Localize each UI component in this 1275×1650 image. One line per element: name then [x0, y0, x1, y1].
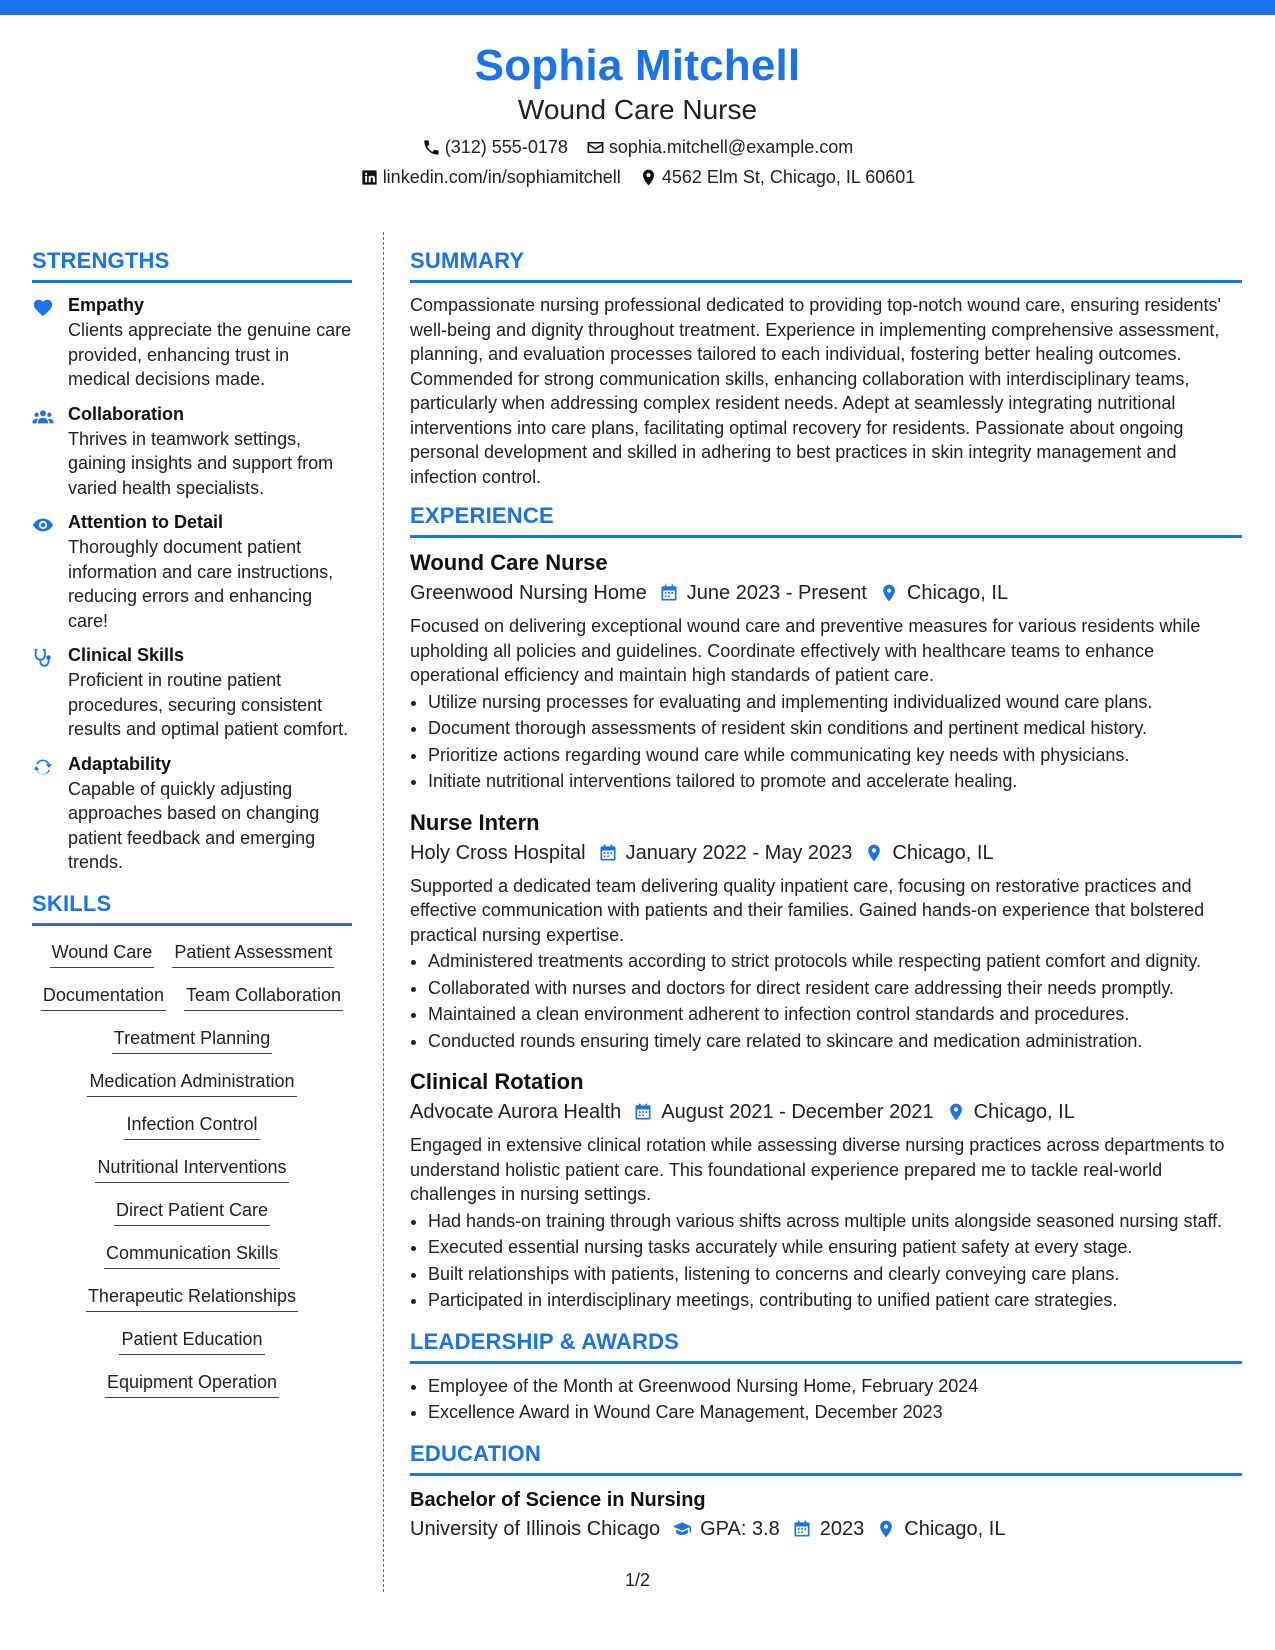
job-location: Chicago, IL [973, 1101, 1075, 1123]
job-bullet: • Initiate nutritional interventions tailored to promote and accelerate healing. [428, 769, 1242, 794]
award-item: • Employee of the Month at Greenwood Nursing Home, February 2024 [428, 1374, 1242, 1399]
job-dates: June 2023 - Present [686, 582, 867, 604]
job-bullet: • Document thorough assessments of resident skin conditions and pertinent medical history. [428, 716, 1242, 741]
column-divider [383, 232, 384, 1592]
job-entry [410, 808, 1242, 1054]
skills-heading: SKILLS [32, 889, 352, 926]
job-dates: January 2022 - May 2023 [625, 841, 853, 864]
job-bullet: • Administered treatments according to strict protocols while respecting patient comfort and dignity. [428, 949, 1242, 974]
job-location: Chicago, IL [892, 841, 994, 864]
job-description: Supported a dedicated team delivering quality inpatient care, focusing on restorative practices and effective communication with patients and their families. Gained hands-on experience that bolstered practical nursing expertise. [410, 875, 1205, 945]
job-meta [410, 838, 1242, 868]
linkedin-contact[interactable] [360, 162, 621, 192]
map-pin-icon [639, 168, 658, 187]
map-pin-icon [879, 583, 899, 603]
phone-text: (312) 555-0178 [444, 137, 568, 157]
job-bullet: • Prioritize actions regarding wound care while communicating key needs with physicians. [428, 743, 1242, 768]
address-contact [639, 162, 916, 192]
skill-tag: Patient Education [119, 1327, 264, 1355]
strength-title: Attention to Detail [68, 512, 223, 532]
education-meta [410, 1514, 1242, 1544]
education-year: 2023 [819, 1517, 865, 1540]
job-description: Focused on delivering exceptional wound care and preventive measures for various residents while upholding all policies and guidelines. Coordinate effectively with healthcare teams to enhance operational efficiency and maintain high standards of patient care. [410, 616, 1201, 685]
job-bullets [410, 949, 1242, 1053]
skill-tag: Treatment Planning [112, 1026, 272, 1054]
linkedin-text[interactable]: linkedin.com/in/sophiamitchell [382, 167, 621, 187]
job-meta [410, 1097, 1242, 1127]
skill-tag: Medication Administration [87, 1069, 296, 1097]
skill-tag: Wound Care [50, 940, 155, 968]
job-bullet: • Maintained a clean environment adherent to infection control standards and procedures. [428, 1002, 1242, 1027]
job-entry [410, 1067, 1242, 1313]
strength-item [32, 643, 352, 742]
awards-list [410, 1374, 1242, 1425]
map-pin-icon [864, 843, 884, 863]
summary-heading: SUMMARY [410, 246, 1242, 283]
calendar-icon [659, 583, 679, 603]
strength-desc: Clients appreciate the genuine care provided, enhancing trust in medical decisions made. [68, 320, 352, 389]
experience-heading: EXPERIENCE [410, 501, 1242, 538]
graduation-cap-icon [672, 1519, 692, 1539]
skill-tag: Direct Patient Care [114, 1198, 270, 1226]
skill-tag: Nutritional Interventions [95, 1155, 288, 1183]
job-bullet: • Executed essential nursing tasks accurately while ensuring patient safety at every stage. [428, 1235, 1242, 1260]
strength-desc: Thoroughly document patient information and care instructions, reducing errors and enhancing care! [68, 537, 334, 631]
phone-contact [422, 132, 568, 162]
awards-heading: LEADERSHIP & AWARDS [410, 1327, 1242, 1364]
strength-desc: Capable of quickly adjusting approaches based on changing patient feedback and emerging trends. [68, 778, 320, 872]
strength-desc: Thrives in teamwork settings, gaining insights and support from varied health specialists. [68, 428, 334, 498]
summary-text: Compassionate nursing professional dedicated to providing top-notch wound care, ensuring residents' well-being and dignity throughout treatment. Experience in implementing comprehensive assessment, planning, and evaluation processes tailored to each individual, fostering better healing outcomes. Commended for strong communication skills, enhancing collaboration with interdisciplinary teams, particularly when addressing complex resident needs. Adept at seamlessly integrating nutritional interventions into care plans, facilitating optimal recovery for residents. Passionate about ongoing personal development and skilled in adhering to best practices in skin integrity management and infection control. [410, 295, 1221, 487]
candidate-title: Wound Care Nurse [517, 94, 758, 125]
strength-title: Adaptability [68, 753, 172, 774]
page-number: 1/2 [624, 1570, 651, 1590]
map-pin-icon [946, 1102, 966, 1122]
map-pin-icon [876, 1519, 896, 1539]
contact-row-2 [0, 162, 1275, 192]
skill-tag: Team Collaboration [184, 983, 343, 1011]
skill-tag: Infection Control [124, 1112, 259, 1140]
email-text[interactable]: sophia.mitchell@example.com [608, 137, 854, 157]
users-icon [32, 406, 54, 428]
skill-tag: Communication Skills [104, 1241, 280, 1269]
job-entry [410, 548, 1242, 794]
eye-icon [32, 514, 54, 536]
job-org: Greenwood Nursing Home [410, 582, 647, 604]
stethoscope-icon [32, 647, 54, 669]
award-item: • Excellence Award in Wound Care Management, December 2023 [428, 1400, 1242, 1425]
strength-item [32, 510, 352, 633]
job-bullet: • Collaborated with nurses and doctors for direct resident care addressing their needs promptly. [428, 976, 1242, 1001]
job-bullets [410, 1209, 1242, 1313]
job-role: Nurse Intern [410, 809, 540, 835]
job-bullet: • Conducted rounds ensuring timely care related to skincare and medication administration. [428, 1029, 1242, 1054]
strength-title: Clinical Skills [68, 645, 185, 665]
skill-tag: Documentation [41, 983, 166, 1011]
calendar-icon [633, 1102, 653, 1122]
address-text: 4562 Elm St, Chicago, IL 60601 [661, 167, 916, 187]
right-column [410, 246, 1242, 1550]
job-bullet: • Participated in interdisciplinary meetings, contributing to unified patient care strategies. [428, 1288, 1242, 1313]
job-org: Holy Cross Hospital [410, 841, 586, 864]
skill-tag: Patient Assessment [172, 940, 334, 968]
heart-icon [32, 297, 54, 319]
job-org: Advocate Aurora Health [410, 1101, 622, 1123]
skill-tag: Equipment Operation [105, 1370, 279, 1398]
skills-list [32, 940, 352, 1398]
skill-tag: Therapeutic Relationships [86, 1284, 298, 1312]
calendar-icon [598, 843, 618, 863]
phone-icon [422, 138, 441, 157]
education-school: University of Illinois Chicago [410, 1517, 661, 1540]
job-bullet: • Utilize nursing processes for evaluating and implementing individualized wound care plans. [428, 690, 1242, 715]
candidate-name: Sophia Mitchell [474, 41, 801, 90]
job-dates: August 2021 - December 2021 [661, 1101, 934, 1123]
education-degree: Bachelor of Science in Nursing [410, 1488, 706, 1511]
linkedin-icon [360, 168, 379, 187]
education-gpa: GPA: 3.8 [700, 1517, 780, 1540]
job-description: Engaged in extensive clinical rotation while assessing diverse nursing practices across departments to understand holistic patient care. This foundational experience prepared me to tackle real-world challenges in nursing settings. [410, 1135, 1225, 1204]
job-bullets [410, 690, 1242, 794]
email-contact[interactable] [586, 132, 853, 162]
envelope-icon [586, 138, 605, 157]
strength-title: Empathy [68, 295, 145, 315]
job-role: Wound Care Nurse [410, 550, 608, 575]
strength-desc: Proficient in routine patient procedures, securing consistent results and optimal patient comfort. [68, 670, 349, 739]
resume-header [0, 38, 1275, 192]
job-location: Chicago, IL [906, 582, 1009, 604]
job-meta [410, 578, 1242, 608]
education-location: Chicago, IL [904, 1517, 1006, 1540]
education-heading: EDUCATION [410, 1439, 1242, 1476]
strength-title: Collaboration [68, 403, 184, 424]
job-bullet: • Built relationships with patients, listening to concerns and clearly conveying care plans. [428, 1262, 1242, 1287]
calendar-icon [792, 1519, 812, 1539]
job-role: Clinical Rotation [410, 1069, 584, 1094]
left-column [32, 246, 352, 1398]
strength-item [32, 402, 352, 501]
contact-row-1 [0, 132, 1275, 162]
strength-item [32, 293, 352, 392]
top-accent-bar [0, 0, 1275, 15]
job-bullet: • Had hands-on training through various shifts across multiple units alongside seasoned nursing staff. [428, 1209, 1242, 1234]
strength-item [32, 752, 352, 875]
strengths-heading: STRENGTHS [32, 246, 352, 283]
sync-icon [32, 756, 54, 778]
